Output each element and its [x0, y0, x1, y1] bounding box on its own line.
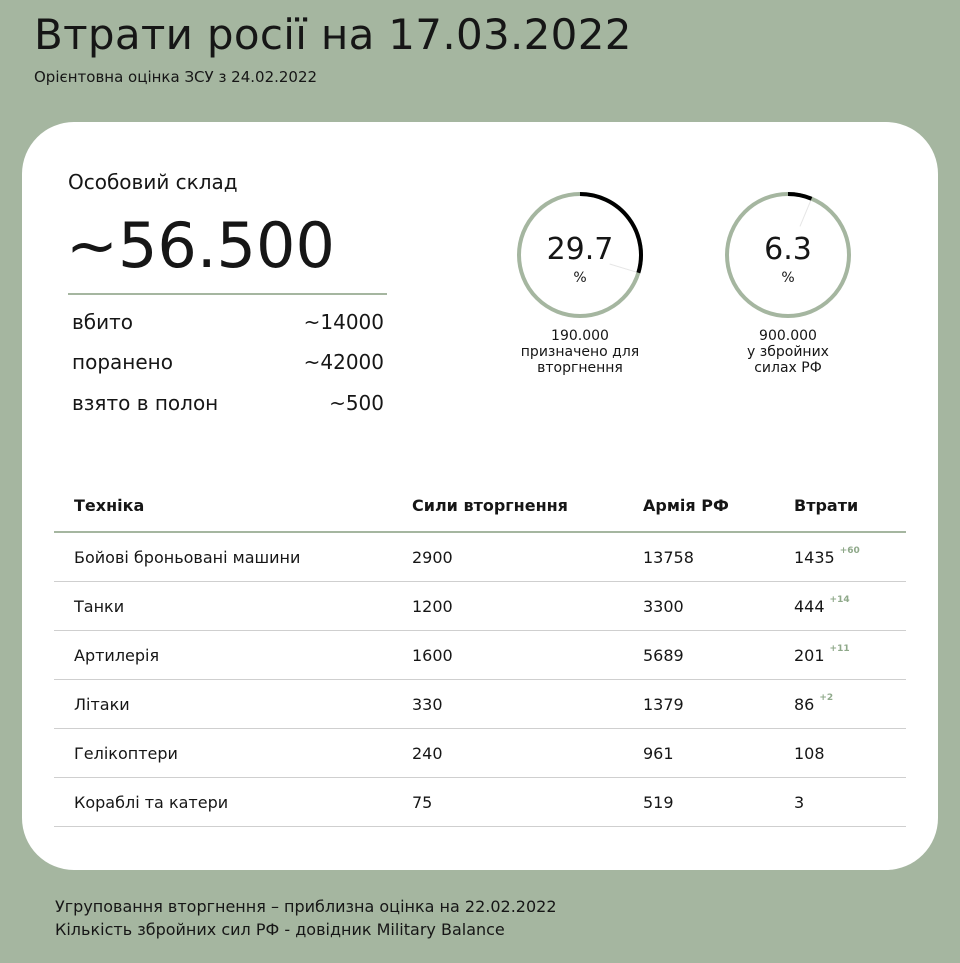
column-header-losses: Втрати: [794, 495, 859, 515]
personnel-row-label: поранено: [72, 350, 173, 374]
personnel-row-label: вбито: [72, 310, 134, 334]
ring-caption-line: у збройних: [747, 344, 829, 360]
footnote-invasion-source: Угруповання вторгнення – приблизна оцінка на 22.02.2022: [55, 897, 557, 916]
stats-card: [22, 122, 938, 870]
army-count: 13758: [643, 547, 694, 567]
table-row: [54, 582, 906, 631]
footnotes: [55, 895, 557, 941]
table-row: [54, 778, 906, 827]
page-subtitle: Орієнтовна оцінка ЗСУ з 24.02.2022: [34, 68, 318, 86]
personnel-row-value: ~500: [329, 391, 384, 415]
ring-army-share: [713, 190, 863, 376]
ring-tick-line: [800, 201, 811, 227]
ring-caption-line: 190.000: [551, 328, 609, 344]
army-count: 519: [643, 792, 674, 812]
army-count: 961: [643, 743, 674, 763]
page-title: Втрати росії на 17.03.2022: [34, 10, 632, 59]
army-count: 3300: [643, 596, 684, 616]
ring-caption-line: вторгнення: [537, 360, 623, 376]
table-row: [54, 729, 906, 778]
invasion-count: 1600: [412, 645, 453, 665]
personnel-divider: [68, 293, 387, 295]
losses-delta: +60: [839, 546, 860, 556]
losses-cell: [794, 778, 809, 826]
losses-count: 1435: [794, 547, 835, 567]
personnel-row-value: ~14000: [303, 310, 384, 334]
losses-count: 3: [794, 792, 805, 812]
ring-caption-line: силах РФ: [754, 360, 822, 376]
personnel-row-label: взято в полон: [72, 391, 219, 415]
equipment-name: Артилерія: [74, 645, 160, 665]
losses-delta: +2: [819, 693, 834, 703]
invasion-count: 75: [412, 792, 433, 812]
ring-unit: %: [781, 270, 795, 286]
army-count: 1379: [643, 694, 684, 714]
equipment-table: [54, 479, 906, 827]
table-row: [54, 533, 906, 582]
personnel-row-wounded: [72, 348, 384, 376]
equipment-name: Бойові броньовані машини: [74, 547, 301, 567]
table-row: [54, 631, 906, 680]
invasion-count: 1200: [412, 596, 453, 616]
losses-delta: +14: [829, 595, 850, 605]
column-header-army: Армія РФ: [643, 495, 729, 515]
ring-invasion-share: [505, 190, 655, 376]
losses-delta: +11: [829, 644, 850, 654]
table-row: [54, 680, 906, 729]
losses-cell: [794, 680, 833, 728]
equipment-name: Гелікоптери: [74, 743, 178, 763]
invasion-count: 330: [412, 694, 443, 714]
equipment-name: Кораблі та катери: [74, 792, 229, 812]
column-header-equipment: Техніка: [74, 495, 145, 515]
losses-count: 201: [794, 645, 825, 665]
ring-caption: [713, 328, 863, 376]
personnel-row-captured: [72, 389, 384, 417]
losses-cell: [794, 631, 850, 679]
personnel-label: Особовий склад: [68, 170, 238, 194]
ring-caption-line: 900.000: [759, 328, 817, 344]
ring-progress-arc: [788, 194, 812, 199]
ring-caption-line: призначено для: [520, 344, 640, 360]
ring-caption: [505, 328, 655, 376]
invasion-count: 240: [412, 743, 443, 763]
invasion-count: 2900: [412, 547, 453, 567]
losses-count: 86: [794, 694, 815, 714]
table-header-row: [54, 479, 906, 533]
ring-unit: %: [573, 270, 587, 286]
losses-cell: [794, 729, 830, 777]
army-count: 5689: [643, 645, 684, 665]
column-header-invasion: Сили вторгнення: [412, 495, 568, 515]
losses-cell: [794, 533, 860, 581]
ring-value: 6.3: [764, 232, 812, 267]
losses-count: 108: [794, 743, 825, 763]
footnote-army-source: Кількість збройних сил РФ - довідник Military Balance: [55, 920, 505, 939]
ring-value: 29.7: [546, 232, 614, 267]
personnel-total: ~56.500: [66, 209, 335, 282]
losses-count: 444: [794, 596, 825, 616]
losses-cell: [794, 582, 850, 630]
equipment-name: Танки: [74, 596, 125, 616]
personnel-row-value: ~42000: [303, 350, 384, 374]
personnel-row-killed: [72, 308, 384, 336]
equipment-name: Літаки: [74, 694, 130, 714]
